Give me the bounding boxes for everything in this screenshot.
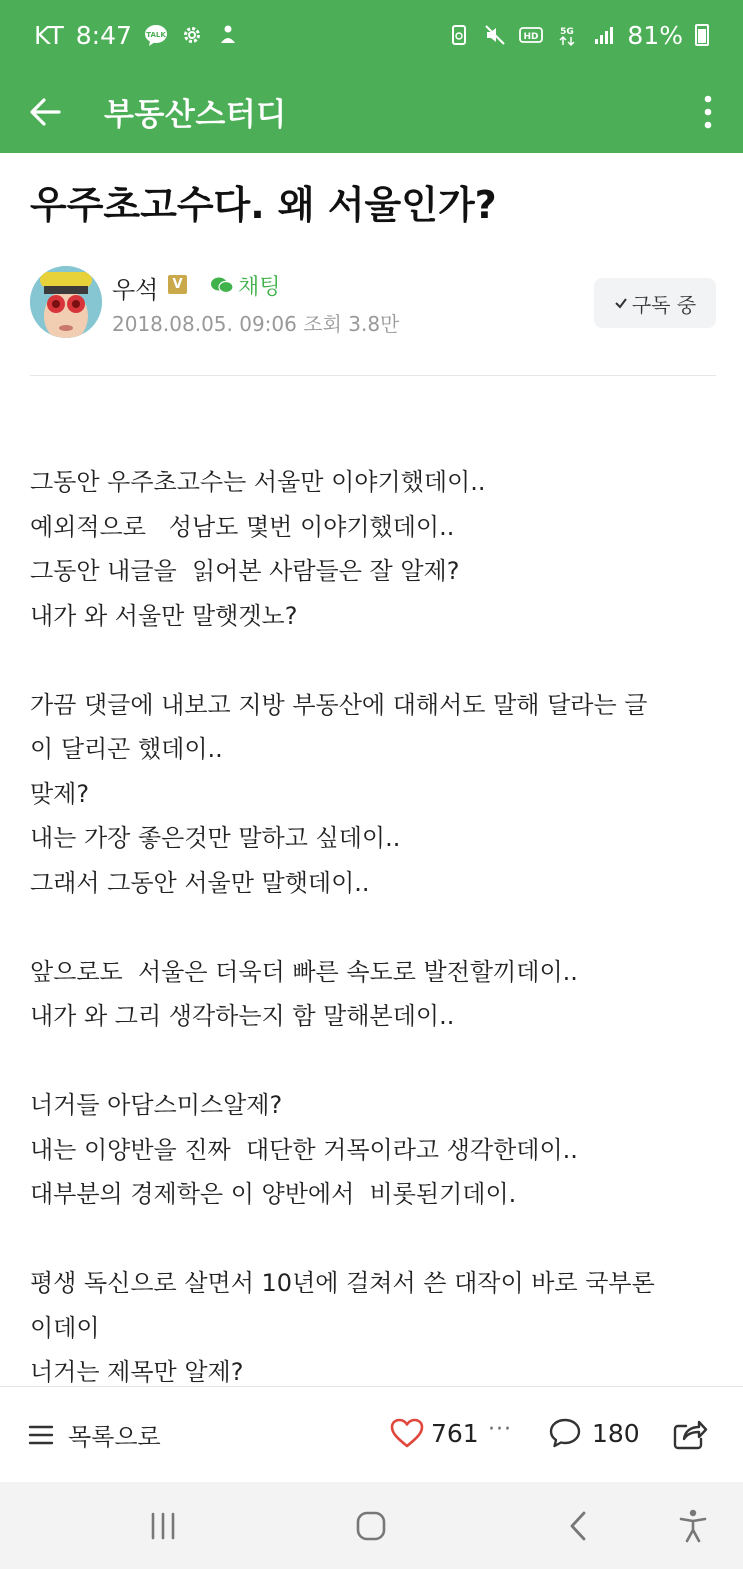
- reaction-more-button[interactable]: ···: [488, 1417, 512, 1442]
- post-body: [30, 460, 720, 1395]
- post-line: 예외적으로 성남도 몇번 이야기했데이..: [30, 512, 455, 541]
- subscribe-label: 구독 중: [631, 292, 697, 317]
- chat-label: 채팅: [238, 275, 281, 300]
- svg-text:HD: HD: [523, 32, 539, 42]
- heart-icon: [389, 1417, 425, 1449]
- status-right: [447, 21, 709, 50]
- post-line: 그동안 우주초고수는 서울만 이야기했데이..: [30, 468, 486, 496]
- recycle-icon: [447, 23, 471, 47]
- post-line: 내는 이양반을 진짜 대단한 거목이라고 생각한데이..: [30, 1135, 578, 1164]
- view-count: 조회 3.8만: [303, 312, 400, 336]
- post-line: 너거는 제목만 알제?: [30, 1358, 244, 1386]
- home-icon: [355, 1510, 387, 1542]
- post-line: 앞으로도 서울은 더욱더 빠른 속도로 발전할끼데이..: [30, 957, 578, 986]
- accessibility-button[interactable]: [671, 1504, 715, 1548]
- chat-button[interactable]: [210, 270, 281, 301]
- comment-button[interactable]: [548, 1417, 640, 1449]
- post-line: [30, 638, 720, 683]
- post-date: 2018.08.05. 09:06: [112, 312, 297, 336]
- status-bar: [0, 0, 743, 70]
- post-line: 가끔 댓글에 내보고 지방 부동산에 대해서도 말해 달라는 글: [30, 690, 648, 719]
- battery-icon: [695, 24, 709, 46]
- battery-percent: 81%: [627, 20, 683, 50]
- carrier-label: KT: [34, 20, 64, 50]
- signal-icon: [591, 23, 615, 47]
- member-level-badge: V: [168, 275, 187, 294]
- post-line: 내는 가장 좋은것만 말하고 싶데이..: [30, 824, 401, 852]
- chevron-left-icon: [567, 1510, 589, 1542]
- post-line: 대부분의 경제학은 이 양반에서 비롯된기데이.: [30, 1180, 517, 1208]
- post-line: 이 달리곤 했데이..: [30, 735, 223, 763]
- share-icon: [672, 1417, 708, 1451]
- post-meta: [112, 308, 399, 337]
- back-to-list-button[interactable]: [28, 1417, 161, 1452]
- check-icon: [614, 296, 628, 310]
- post-title: 우주초고수다. 왜 서울인가?: [30, 183, 497, 227]
- arrow-left-icon: [27, 94, 63, 130]
- post-line: 그래서 그동안 서울만 말햇데이..: [30, 868, 370, 897]
- more-vertical-icon: [703, 94, 713, 130]
- share-button[interactable]: [672, 1417, 708, 1455]
- mute-icon: [483, 23, 507, 47]
- subscribe-button[interactable]: [594, 278, 716, 328]
- cafe-title: 부동산스터디: [104, 97, 287, 133]
- author-name[interactable]: 우석: [112, 276, 159, 304]
- svg-text:5G: 5G: [560, 27, 575, 37]
- comment-count: 180: [592, 1418, 640, 1448]
- more-options-button[interactable]: [673, 70, 743, 153]
- post-line: 그동안 내글을 읽어본 사람들은 잘 알제?: [30, 557, 460, 585]
- system-navigation-bar: [0, 1482, 743, 1569]
- hd-icon: [519, 23, 543, 47]
- post-line: 이데이: [30, 1313, 100, 1342]
- home-button[interactable]: [349, 1504, 393, 1548]
- app-bar: [0, 70, 743, 153]
- chat-bubble-icon: [210, 276, 234, 296]
- 5g-icon: [555, 23, 579, 47]
- like-button[interactable]: [389, 1417, 479, 1449]
- post-line: 내가 와 서울만 말햇겟노?: [30, 601, 298, 630]
- menu-icon: [28, 1423, 54, 1447]
- list-label: 목록으로: [68, 1423, 161, 1451]
- post-line: [30, 1217, 720, 1262]
- divider: [30, 375, 716, 376]
- back-button[interactable]: [0, 70, 90, 153]
- post-line: 내가 와 그리 생각하는지 함 말해본데이..: [30, 1002, 455, 1030]
- like-count: 761: [431, 1418, 479, 1448]
- clock: 8:47: [75, 20, 132, 50]
- avatar[interactable]: [30, 266, 102, 338]
- recent-apps-button[interactable]: [141, 1504, 185, 1548]
- status-left: [34, 21, 240, 50]
- avatar-image: [30, 266, 102, 338]
- post-line: [30, 905, 720, 950]
- post-line: [30, 1039, 720, 1084]
- kakaotalk-icon: [144, 23, 168, 47]
- action-bar: [0, 1386, 743, 1482]
- svg-text:TALK: TALK: [146, 31, 166, 39]
- system-back-button[interactable]: [556, 1504, 600, 1548]
- author-row: [30, 266, 716, 342]
- comment-icon: [548, 1417, 582, 1449]
- settings-icon: [180, 23, 204, 47]
- recent-apps-icon: [148, 1512, 178, 1540]
- post-line: 너거들 아담스미스알제?: [30, 1091, 283, 1119]
- post-line: 맞제?: [30, 779, 90, 808]
- post-line: 평생 독신으로 살면서 10년에 걸쳐서 쓴 대작이 바로 국부론: [30, 1269, 655, 1297]
- accessibility-icon: [678, 1509, 708, 1543]
- notification-icon: [216, 23, 240, 47]
